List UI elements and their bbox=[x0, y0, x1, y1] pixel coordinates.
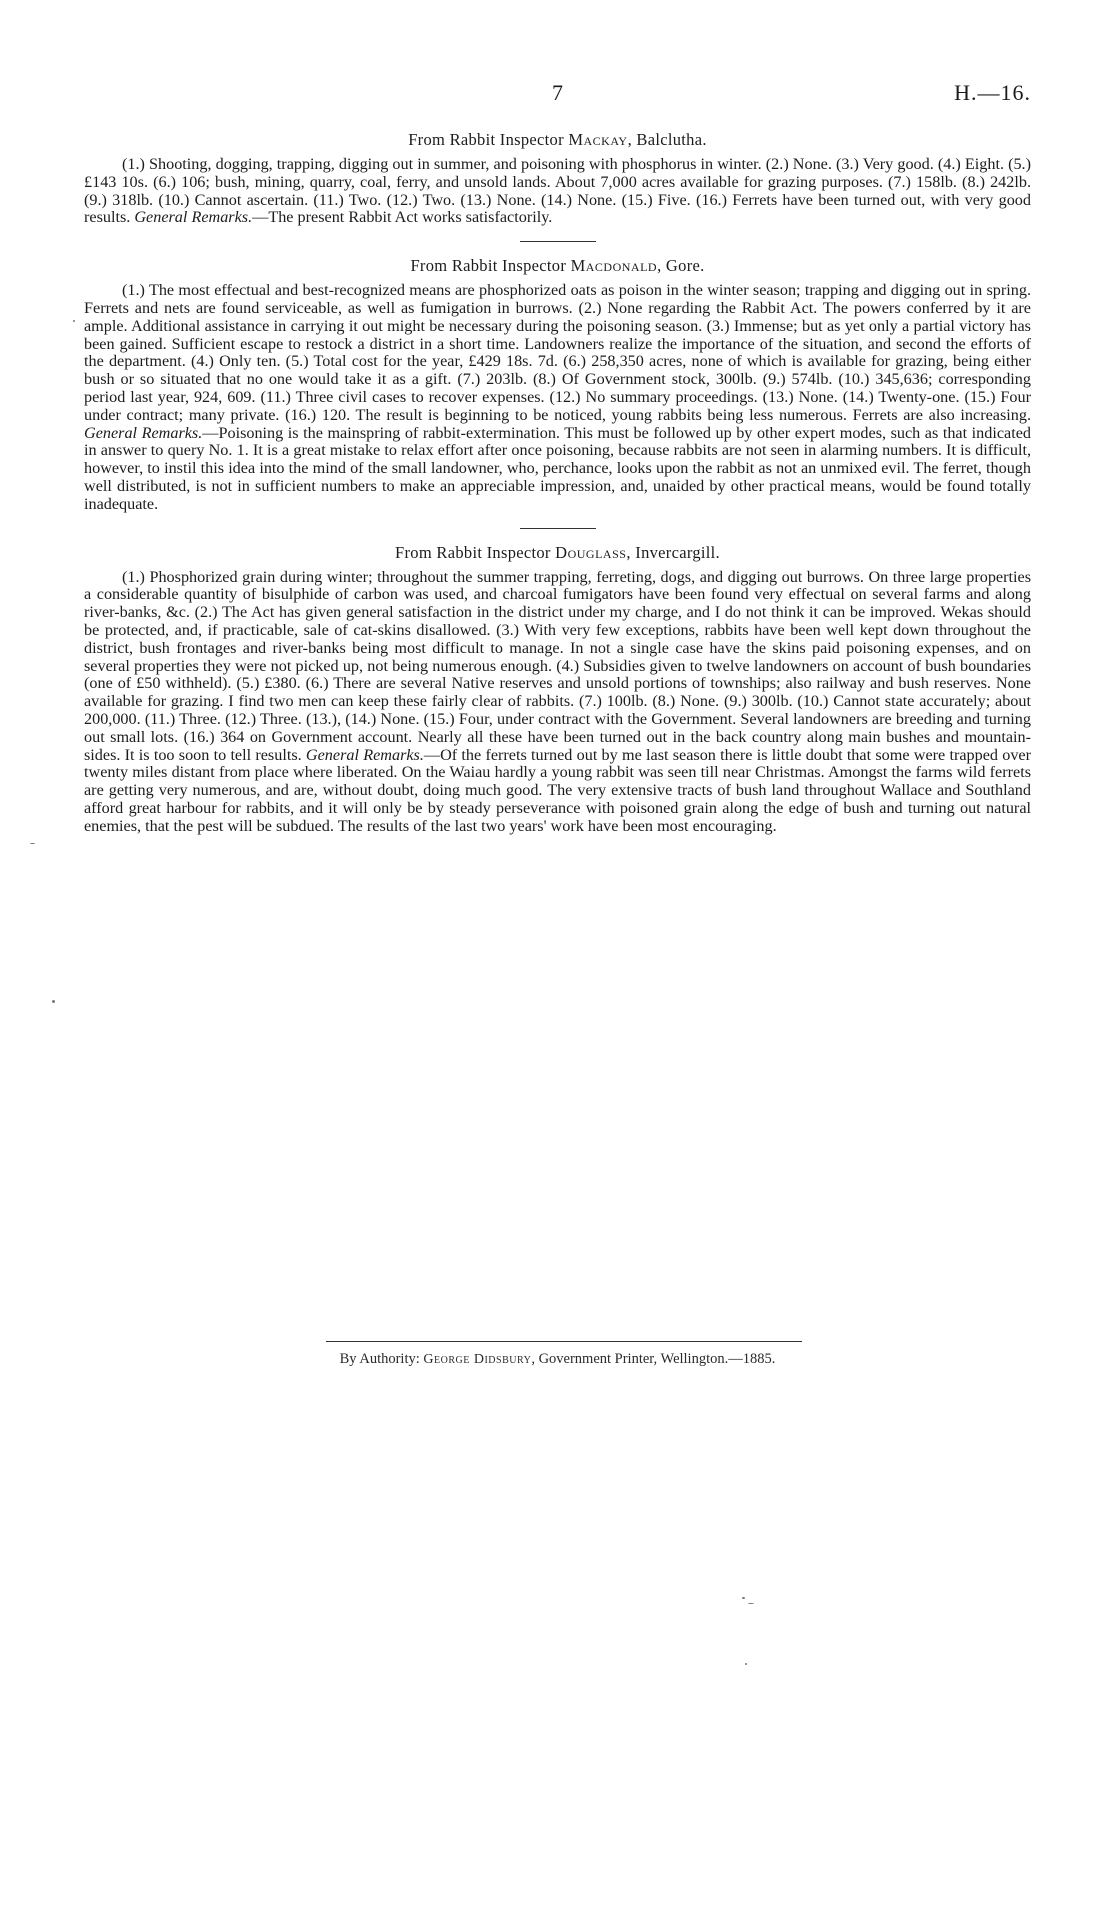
scan-speck bbox=[73, 320, 75, 322]
section-heading bbox=[84, 130, 1031, 150]
imprint-suffix: , Government Printer, Wellington.—1885. bbox=[531, 1351, 776, 1367]
document-reference: H.—16. bbox=[954, 80, 1031, 105]
report-section-douglass bbox=[84, 543, 1031, 836]
page-header bbox=[84, 80, 1031, 110]
section-heading bbox=[84, 543, 1031, 563]
heading-prefix: From Rabbit Inspector bbox=[410, 256, 571, 276]
remarks-label: General Remarks. bbox=[305, 745, 424, 764]
page-number: 7 bbox=[552, 80, 563, 105]
answers-text: (1.) Shooting, dogging, trapping, digging out in summer, and poisoning with phosphorus in winter. (2.) None. (3.) Very good. (4.) Eight. (5.) £143 10s. (6.) 106; bush, mining, quarry, coal, ferry, and unsold lands. About 7,000 acres available for grazing purposes. (7.) 158lb. (8.) 242lb. (9.) 318lb. (10.) Cannot ascertain. (11.) Two. (12.) Two. (13.) None. (14.) None. (15.) Five. (16.) Ferrets have been turned out, with very good results. bbox=[84, 155, 1031, 227]
scan-speck bbox=[745, 1663, 747, 1665]
answers-text: (1.) Phosphorized grain during winter; throughout the summer trapping, ferreting, dogs, and digging out burrows. On three large properties a considerable quantity of bisulphide of carbon was used, and charcoal fumigators have been found very effectual on several farms and along river-banks, &c. (2.) The Act has given general satisfaction in the district under my charge, and I do not think it can be improved. Wekas should be protected, and, if practicable, sale of cat-skins disallowed. (3.) With very few exceptions, rabbits have been well kept down throughout the district, bush frontages and river-banks being most difficult to manage. In not a single case have the skins paid poisoning expenses, and on several properties they were not picked up, not being numerous enough. (4.) Subsidies given to twelve landowners on account of bush boundaries (one of £50 withheld). (5.) £380. (6.) There are several Native reserves and unsold portions of townships; also railway and bush reserves. None available for grazing. I find two men can keep these fairly clear of rabbits. (7.) 100lb. (8.) None. (9.) 300lb. (10.) Cannot state accurately; about 200,000. (11.) Three. (12.) Three. (13.), (14.) None. (15.) Four, under contract with the Government. Several landowners are breeding and turning out small lots. (16.) 364 on Government account. Nearly all these have been turned out in the back country along main bushes and mountain-sides. It is too soon to tell results. bbox=[84, 567, 1031, 764]
scan-speck bbox=[748, 1603, 754, 1604]
remarks-text: —Poisoning is the mainspring of rabbit-extermination. This must be followed up by other expert modes, such as that indicated in answer to query No. 1. It is a great mistake to relax effort after once poisoning, because rabbits are not seen in alarming numbers. It is difficult, however, to instil this idea into the mind of the small landowner, who, perchance, looks upon the rabbit as not an unmixed evil. The ferret, though well distributed, is not in sufficient numbers to make an appreciable impression, and, unaided by other practical means, would be found totally inadequate. bbox=[84, 423, 1031, 513]
remarks-label: General Remarks. bbox=[134, 208, 253, 227]
answers-text: (1.) The most effectual and best-recognized means are phosphorized oats as poison in the winter season; trapping and digging out in spring. Ferrets and nets are found serviceable, as well as fumigation in burrows. (2.) None regarding the Rabbit Act. The powers conferred by it are ample. Additional assistance in carrying it out might be necessary during the poisoning season. (3.) Immense; but as yet only a partial victory has been gained. Sufficient escape to restock a district in a short time. Landowners realize the importance of the situation, and second the efforts of the department. (4.) Only ten. (5.) Total cost for the year, £429 18s. 7d. (6.) 258,350 acres, none of which is available for grazing, being either bush or so situated that no one would take it as a gift. (7.) 203lb. (8.) Of Government stock, 300lb. (9.) 574lb. (10.) 345,636; corresponding period last year, 924, 609. (11.) Three civil cases to recover expenses. (12.) No summary proceedings. (13.) None. (14.) Twenty-one. (15.) Four under contract; many private. (16.) 120. The result is beginning to be noticed, young rabbits being less numerous. Ferrets are also increasing. bbox=[84, 281, 1031, 424]
remarks-label: General Remarks. bbox=[84, 423, 203, 442]
heading-prefix: From Rabbit Inspector bbox=[395, 542, 556, 562]
scan-speck bbox=[30, 843, 35, 844]
inspector-location: , Balclutha. bbox=[627, 130, 707, 149]
inspector-location: , Gore. bbox=[657, 256, 705, 276]
inspector-name: Douglass bbox=[555, 542, 627, 562]
remarks-text: —Of the ferrets turned out by me last season there is little doubt that some were trapped over twenty miles distant from place where liberated. On the Waiau hardly a young rabbit was seen till near Christmas. Amongst the farms wild ferrets are getting very numerous, and are, without doubt, doing much good. The very extensive tracts of bush land throughout Wallace and Southland afford great harbour for rabbits, and it will only be by steady perseverance with poisoned grain along the edge of bush and turning out natural enemies, that the pest will be subdued. The results of the last two years' work have been most encouraging. bbox=[84, 745, 1031, 835]
section-body bbox=[84, 569, 1031, 836]
footer-rule bbox=[326, 1341, 802, 1342]
scan-speck bbox=[52, 1000, 55, 1003]
report-section-macdonald bbox=[84, 256, 1031, 513]
scan-speck bbox=[742, 1597, 745, 1599]
section-body bbox=[84, 282, 1031, 513]
section-heading bbox=[84, 256, 1031, 276]
section-body bbox=[84, 156, 1031, 227]
heading-prefix: From Rabbit Inspector bbox=[408, 130, 569, 149]
printer-imprint bbox=[84, 1351, 1031, 1368]
inspector-location: , Invercargill. bbox=[626, 542, 720, 562]
section-divider bbox=[520, 241, 596, 242]
inspector-name: Mackay bbox=[568, 130, 628, 149]
remarks-text: —The present Rabbit Act works satisfactorily. bbox=[252, 208, 553, 227]
section-divider bbox=[520, 528, 596, 529]
printer-name: George Didsbury bbox=[423, 1352, 532, 1367]
report-section-mackay bbox=[84, 130, 1031, 227]
imprint-prefix: By Authority: bbox=[339, 1351, 424, 1367]
report-content bbox=[84, 130, 1031, 836]
inspector-name: Macdonald bbox=[570, 256, 658, 276]
